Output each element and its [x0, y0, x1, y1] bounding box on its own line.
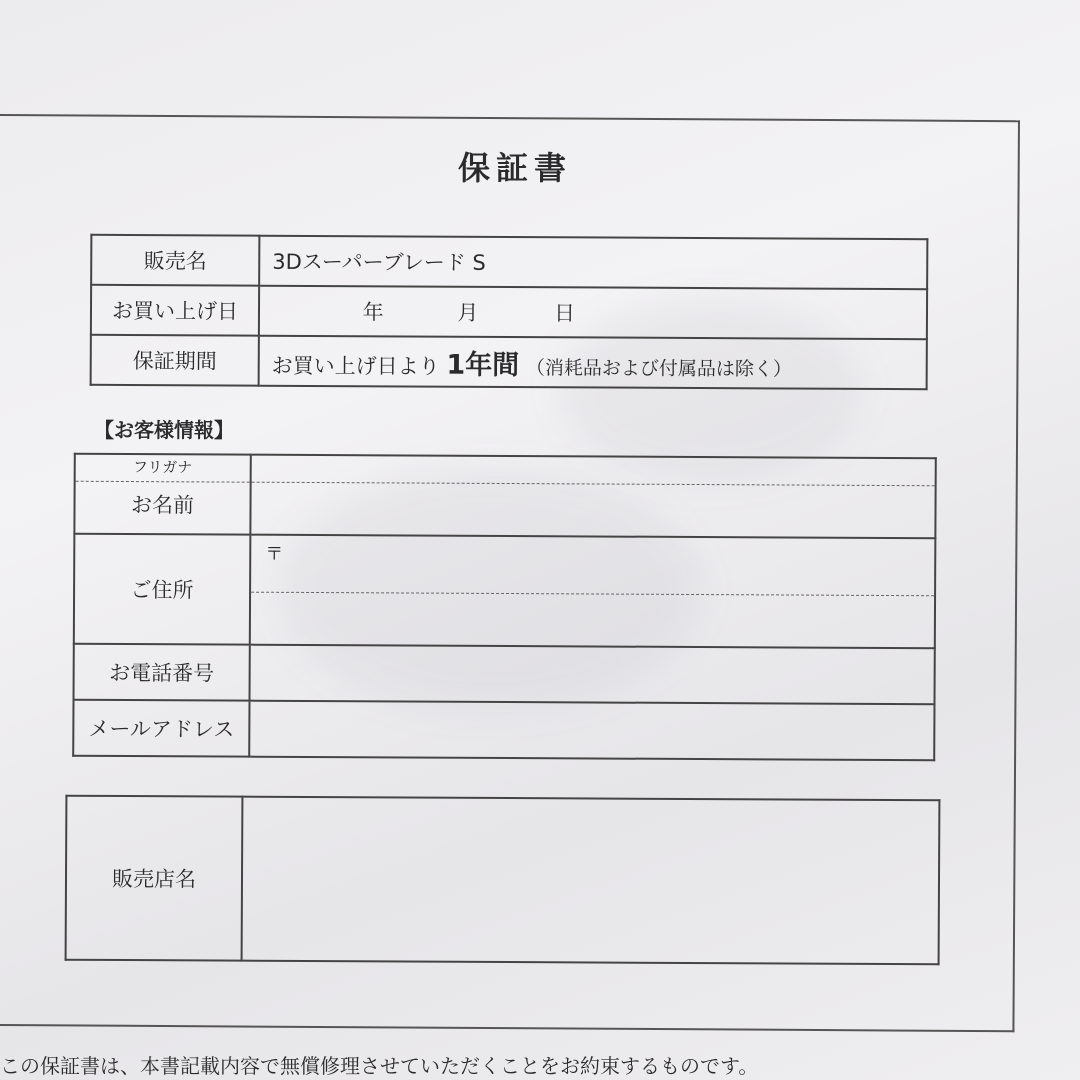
- table-row: [74, 454, 935, 539]
- table-row: [73, 700, 934, 761]
- table-row: [91, 285, 927, 339]
- month-label: 月: [457, 300, 479, 325]
- postal-mark: 〒: [265, 543, 284, 565]
- phone-field[interactable]: [250, 645, 935, 705]
- product-name: 3Dスーパーブレード S: [259, 236, 927, 289]
- table-row: [66, 796, 940, 965]
- product-label: 販売名: [91, 235, 259, 286]
- address-label: ご住所: [74, 534, 251, 645]
- store-name-field[interactable]: [242, 797, 940, 965]
- table-row: [91, 335, 927, 389]
- furigana-label: フリガナ: [76, 455, 250, 483]
- warranty-footer-text: この保証書は、本書記載内容で無償修理させていただくことをお約束するものです。: [0, 1054, 759, 1078]
- name-label-cell: [74, 454, 250, 535]
- warranty-period-value: [259, 336, 927, 389]
- day-label: 日: [553, 301, 576, 326]
- product-info-table: [90, 234, 929, 390]
- store-table: [65, 795, 941, 966]
- name-label: お名前: [130, 493, 195, 518]
- table-row: [91, 235, 927, 289]
- store-name-label: 販売店名: [66, 796, 243, 961]
- name-field[interactable]: [250, 455, 935, 539]
- purchase-date-label: お買い上げ日: [91, 285, 259, 336]
- document-title: 保証書: [457, 149, 572, 187]
- customer-info-table: [72, 453, 937, 762]
- warranty-period-label: 保証期間: [91, 335, 259, 386]
- customer-info-heading: 【お客様情報】: [94, 418, 234, 442]
- table-row: [74, 644, 935, 705]
- email-field[interactable]: [249, 701, 934, 761]
- year-label: 年: [362, 300, 384, 325]
- warranty-exclusion-note: （消耗品および付属品は除く）: [525, 356, 792, 380]
- purchase-date-field[interactable]: [259, 286, 927, 339]
- table-row: [74, 534, 936, 649]
- address-field[interactable]: [250, 535, 936, 649]
- email-label: メールアドレス: [73, 700, 249, 757]
- warranty-prefix: お買い上げ日より: [271, 353, 440, 379]
- warranty-duration: 1年間: [446, 349, 520, 381]
- phone-label: お電話番号: [74, 644, 250, 701]
